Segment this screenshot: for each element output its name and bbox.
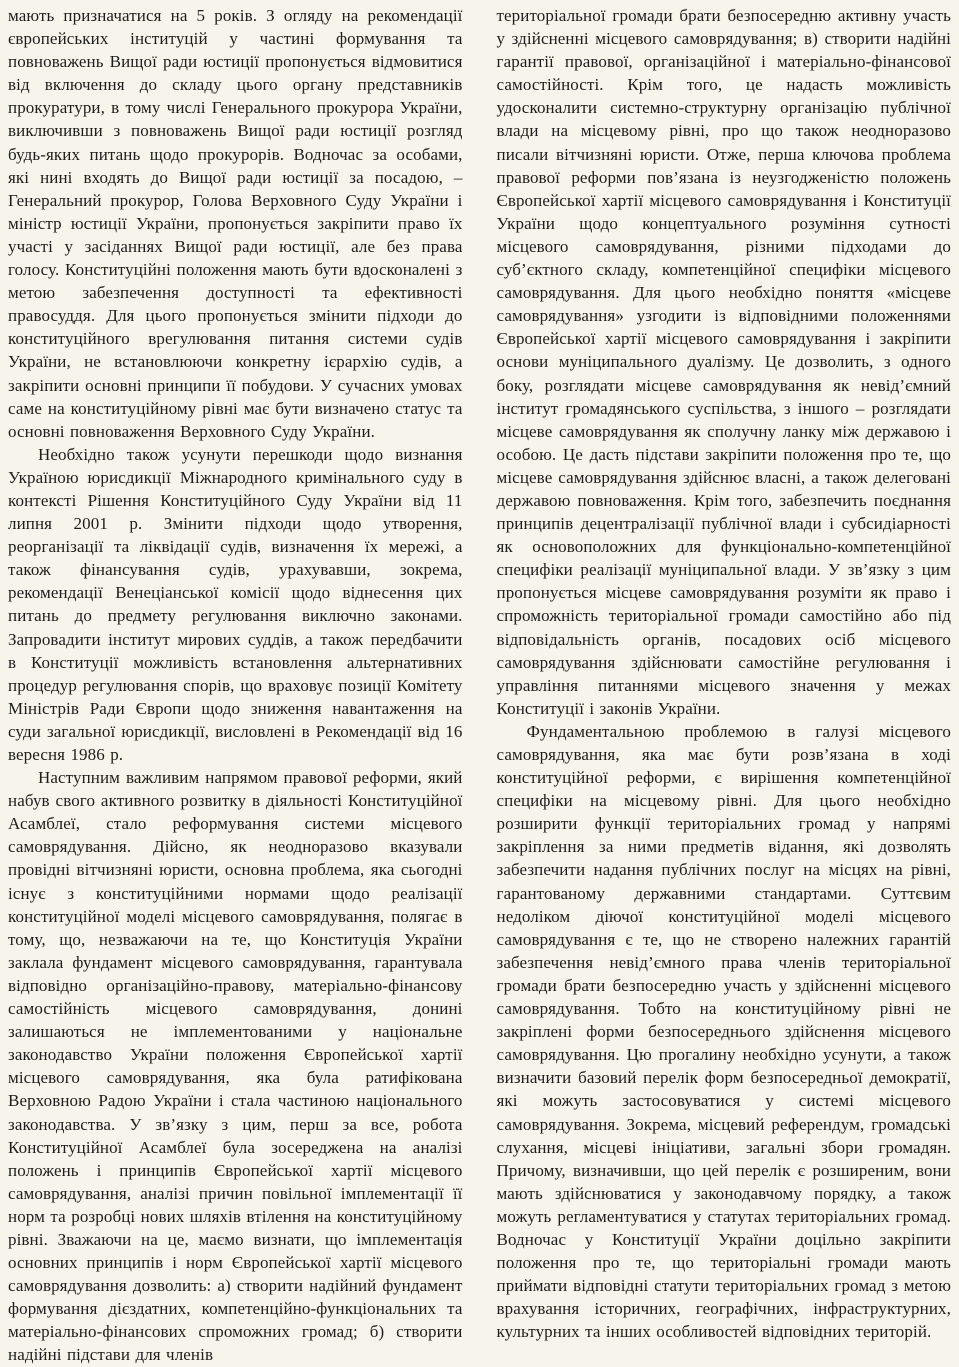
paragraph: Фундаментальною проблемою в галузі місцевого самоврядування, яка має бути розв’язана в ході конституційної реформи, є вирішення компетенційної специфіки на місцевому рівні. Для цього необхідно розширити функції територіальних громад у напрямі закріплення за ними предметів відання, які дозволять забезпечити надання публічних послуг на місцях на рівні, гарантованому державними стандартами. Суттєвим недоліком діючої конституційної моделі місцевого самоврядування є те, що не створено належних гарантій забезпечення невід’ємного права членів територіальної громади брати безпосередню участь у здійсненні місцевого самоврядування. Тобто на конституційному рівні не закріплені форми безпосереднього здійснення місцевого самоврядування. Цю прогалину необхідно усунути, а також визначити базовий перелік форм безпосередньої демократії, які можуть застосовуватися у системі місцевого самоврядування. Зокрема, місцевий референдум, громадські слухання, місцеві ініціативи, загальні збори громадян. Причому, визначивши, що цей перелік є розширеним, вони мають здійснюватися у законодавчому порядку, а також можуть регламентуватися у статутах територіальних громад. Водночас у Конституції України доцільно закріпити положення про те, що територіальні громади мають приймати відповідні статути територіальних громад з метою врахування історичних, географічних, інфраструктурних, культурних та інших особливостей відповідних територій. <box>496 721 951 1342</box>
paragraph: Необхідно також усунути перешкоди щодо визнання Україною юрисдикції Міжнародного кримінального суду в контексті Рішення Конституційного Суду України від 11 липня 2001 р. Змінити підходи щодо утворення, реорганізації та ліквідації судів, визначення їх мережі, а також фінансування судів, урахувавши, зокрема, рекомендації Венеціанської комісії щодо віднесення цих питань до предмету регулювання виключно законами. Запровадити інститут мирових суддів, а також передбачити в Конституції можливість встановлення альтернативних процедур регулювання спорів, що враховує позиції Комітету Міністрів Ради Європи щодо зниження навантаження на суди загальної юрисдикції, висловлені в Рекомендації від 16 вересня 1986 р. <box>8 444 463 764</box>
paragraph: територіальної громади брати безпосередню активну участь у здійсненні місцевого самоврядування; в) створити надійні гарантії правової, організаційної і матеріально-фінансової самостійності. Крім того, це надасть можливість удосконалити системно-структурну організацію публічної влади на місцевому рівні, про що також неодноразово писали вітчизняні юристи. Отже, перша ключова проблема правової реформи пов’язана із неузгодженістю положень Європейської хартії місцевого самоврядування і Конституції України щодо концептуального розуміння сутності місцевого самоврядування, різними підходами до суб’єктного складу, компетенційної специфіки місцевого самоврядування. Для цього необхідно поняття «місцеве самоврядування» узгодити із відповідними положеннями Європейської хартії місцевого самоврядування і закріпити основи муніципального дуалізму. Це дозволить, з одного боку, розглядати місцеве самоврядування як невід’ємний інститут громадянського суспільства, з іншого – розглядати місцеве самоврядування як сполучну ланку між державою і особою. Це дасть підстави закріпити положення про те, що місцеве самоврядування здійснює власні, а також делеговані державою повноваження. Крім того, забезпечить поєднання принципів децентралізації публічної влади і субсидіарності як основоположних для функціонально-компетенційної специфіки реалізації муніципальної влади. У зв’язку з цим пропонується місцеве самоврядування розуміти як право і спроможність територіальної громади самостійно або під відповідальність органів, посадових осіб місцевого самоврядування здійснювати самостійне регулювання і управління питаннями місцевого значення у межах Конституції і законів України. <box>496 6 951 718</box>
text-column-left <box>8 4 463 1365</box>
paragraph: мають призначатися на 5 років. З огляду на рекомендації європейських інституцій у частині формування та повноважень Вищої ради юстиції пропонується відмовитися від включення до складу цього органу представників прокуратури, в тому числі Генерального прокурора України, виключивши з повноважень Вищої ради юстиції розгляд будь-яких питань щодо прокурорів. Водночас за особами, які нині входять до Вищої ради юстиції за посадою, – Генеральний прокурор, Голова Верховного Суду України і міністр юстиції України, пропонується закріпити право їх участі у засіданнях Вищої ради юстиції, але без права голосу. Конституційні положення мають бути вдосконалені з метою забезпечення доступності та ефективності правосуддя. Для цього пропонується змінити підходи до конституційного врегулювання питання системи судів України, не встановлюючи конкретну ієрархію судів, а закріпити основні принципи її побудови. У сучасних умовах саме на конституційному рівні має бути визначено статус та основні повноваження Верховного Суду України. <box>8 6 463 441</box>
text-column-right <box>497 4 952 1360</box>
paragraph: Наступним важливим напрямом правової реформи, який набув свого активного розвитку в діяльності Конституційної Асамблеї, стало реформування системи місцевого самоврядування. Дійсно, як неодноразово вказували провідні вітчизняні юристи, основна проблема, яка сьогодні існує з конституційними нормами щодо реалізації конституційної моделі місцевого самоврядування, полягає в тому, що, незважаючи на те, що Конституція України заклала фундамент місцевого самоврядування, гарантувала відповідно організаційно-правову, матеріально-фінансову самостійність місцевого самоврядування, донині залишаються не імплементованими у національне законодавство України положення Європейської хартії місцевого самоврядування, яка була ратифікована Верховною Радою України і стала частиною національного законодавства. У зв’язку з цим, перш за все, робота Конституційної Асамблеї була зосереджена на аналізі положень і принципів Європейської хартії місцевого самоврядування, аналізі причин повільної імплементації її норм та розробці нових шляхів втілення на конституційному рівні. Зважаючи на це, маємо визнати, що імплементація основних принципів і норм Європейської хартії місцевого самоврядування дозволить: а) створити надійний фундамент формування дієздатних, компетенційно-функціональних та матеріально-фінансових спроможних громад; б) створити надійні підстави для членів <box>8 768 463 1365</box>
